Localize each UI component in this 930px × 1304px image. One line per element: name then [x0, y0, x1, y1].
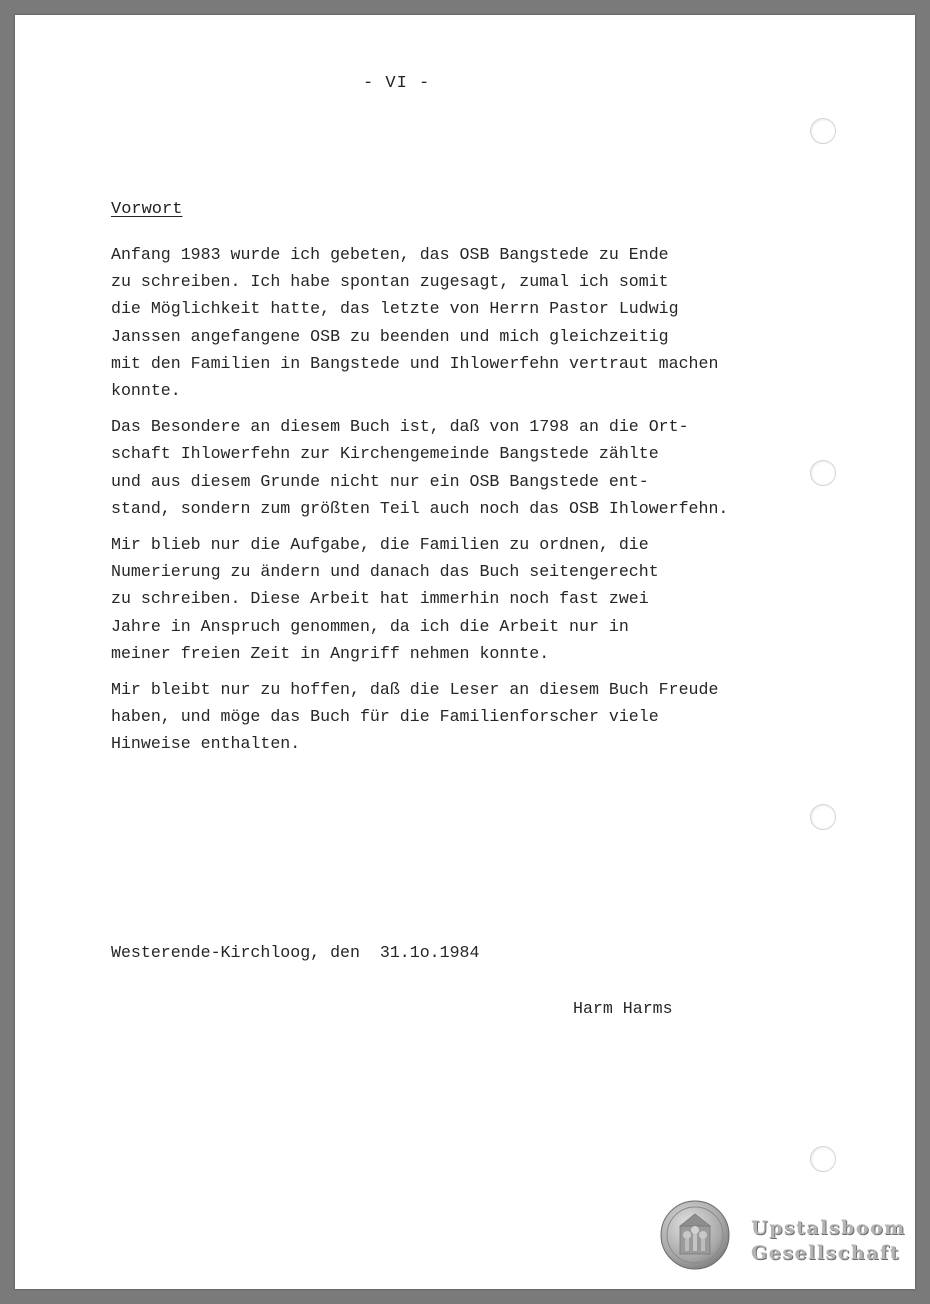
text-line: Anfang 1983 wurde ich gebeten, das OSB Bangstede zu Ende — [111, 245, 669, 264]
text-line: haben, und möge das Buch für die Familienforscher viele — [111, 707, 659, 727]
text-line: Das Besondere an diesem Buch ist, daß von 1798 an die Ort- — [111, 417, 689, 437]
text-line: die Möglichkeit hatte, das letzte von Herrn Pastor Ludwig — [111, 299, 679, 319]
text-line: konnte. — [111, 381, 181, 401]
page-number: - VI - — [363, 74, 431, 93]
text-line: Hinweise enthalten. — [111, 734, 301, 754]
text-line: schaft Ihlowerfehn zur Kirchengemeinde Bangstede zählte — [111, 444, 659, 464]
text-line: stand, sondern zum größten Teil auch noch das OSB Ihlowerfehn. — [111, 498, 729, 518]
society-seal-icon — [660, 1200, 730, 1270]
preface-body — [111, 241, 801, 767]
text-line: zu schreiben. Ich habe spontan zugesagt, zumal ich somit — [111, 272, 669, 292]
section-heading: Vorwort — [111, 200, 183, 219]
punch-hole-icon — [810, 1146, 836, 1172]
text-line: mit den Familien in Bangstede und Ihlowerfehn vertraut machen — [111, 353, 719, 373]
text-line: zu schreiben. Diese Arbeit hat immerhin noch fast zwei — [111, 589, 649, 609]
paragraph-4 — [111, 676, 801, 758]
document-page — [15, 15, 915, 1289]
punch-hole-icon — [810, 460, 836, 486]
watermark-line-2: Gesellschaft — [751, 1242, 900, 1264]
text-line: Jahre in Anspruch genommen, da ich die Arbeit nur in — [111, 616, 629, 636]
text-line: und aus diesem Grunde nicht nur ein OSB Bangstede ent- — [111, 471, 649, 491]
text-line: Mir bleibt nur zu hoffen, daß die Leser an diesem Buch Freude — [111, 680, 719, 700]
text-line: Mir blieb nur die Aufgabe, die Familien zu ordnen, die — [111, 535, 649, 555]
paragraph-2 — [111, 413, 801, 522]
paragraph-1 — [111, 241, 801, 404]
punch-hole-icon — [810, 804, 836, 830]
text-line: meiner freien Zeit in Angriff nehmen konnte. — [111, 643, 550, 663]
society-watermark — [751, 1216, 906, 1266]
paragraph-3 — [111, 531, 801, 667]
punch-hole-icon — [810, 118, 836, 144]
watermark-line-1: Upstalsboom — [751, 1217, 906, 1239]
place-and-date: Westerende-Kirchloog, den 31.1o.1984 — [111, 943, 480, 962]
text-line: Numerierung zu ändern und danach das Buch seitengerecht — [111, 562, 659, 582]
text-line: Janssen angefangene OSB zu beenden und mich gleichzeitig — [111, 326, 669, 346]
signature-name: Harm Harms — [573, 999, 673, 1018]
